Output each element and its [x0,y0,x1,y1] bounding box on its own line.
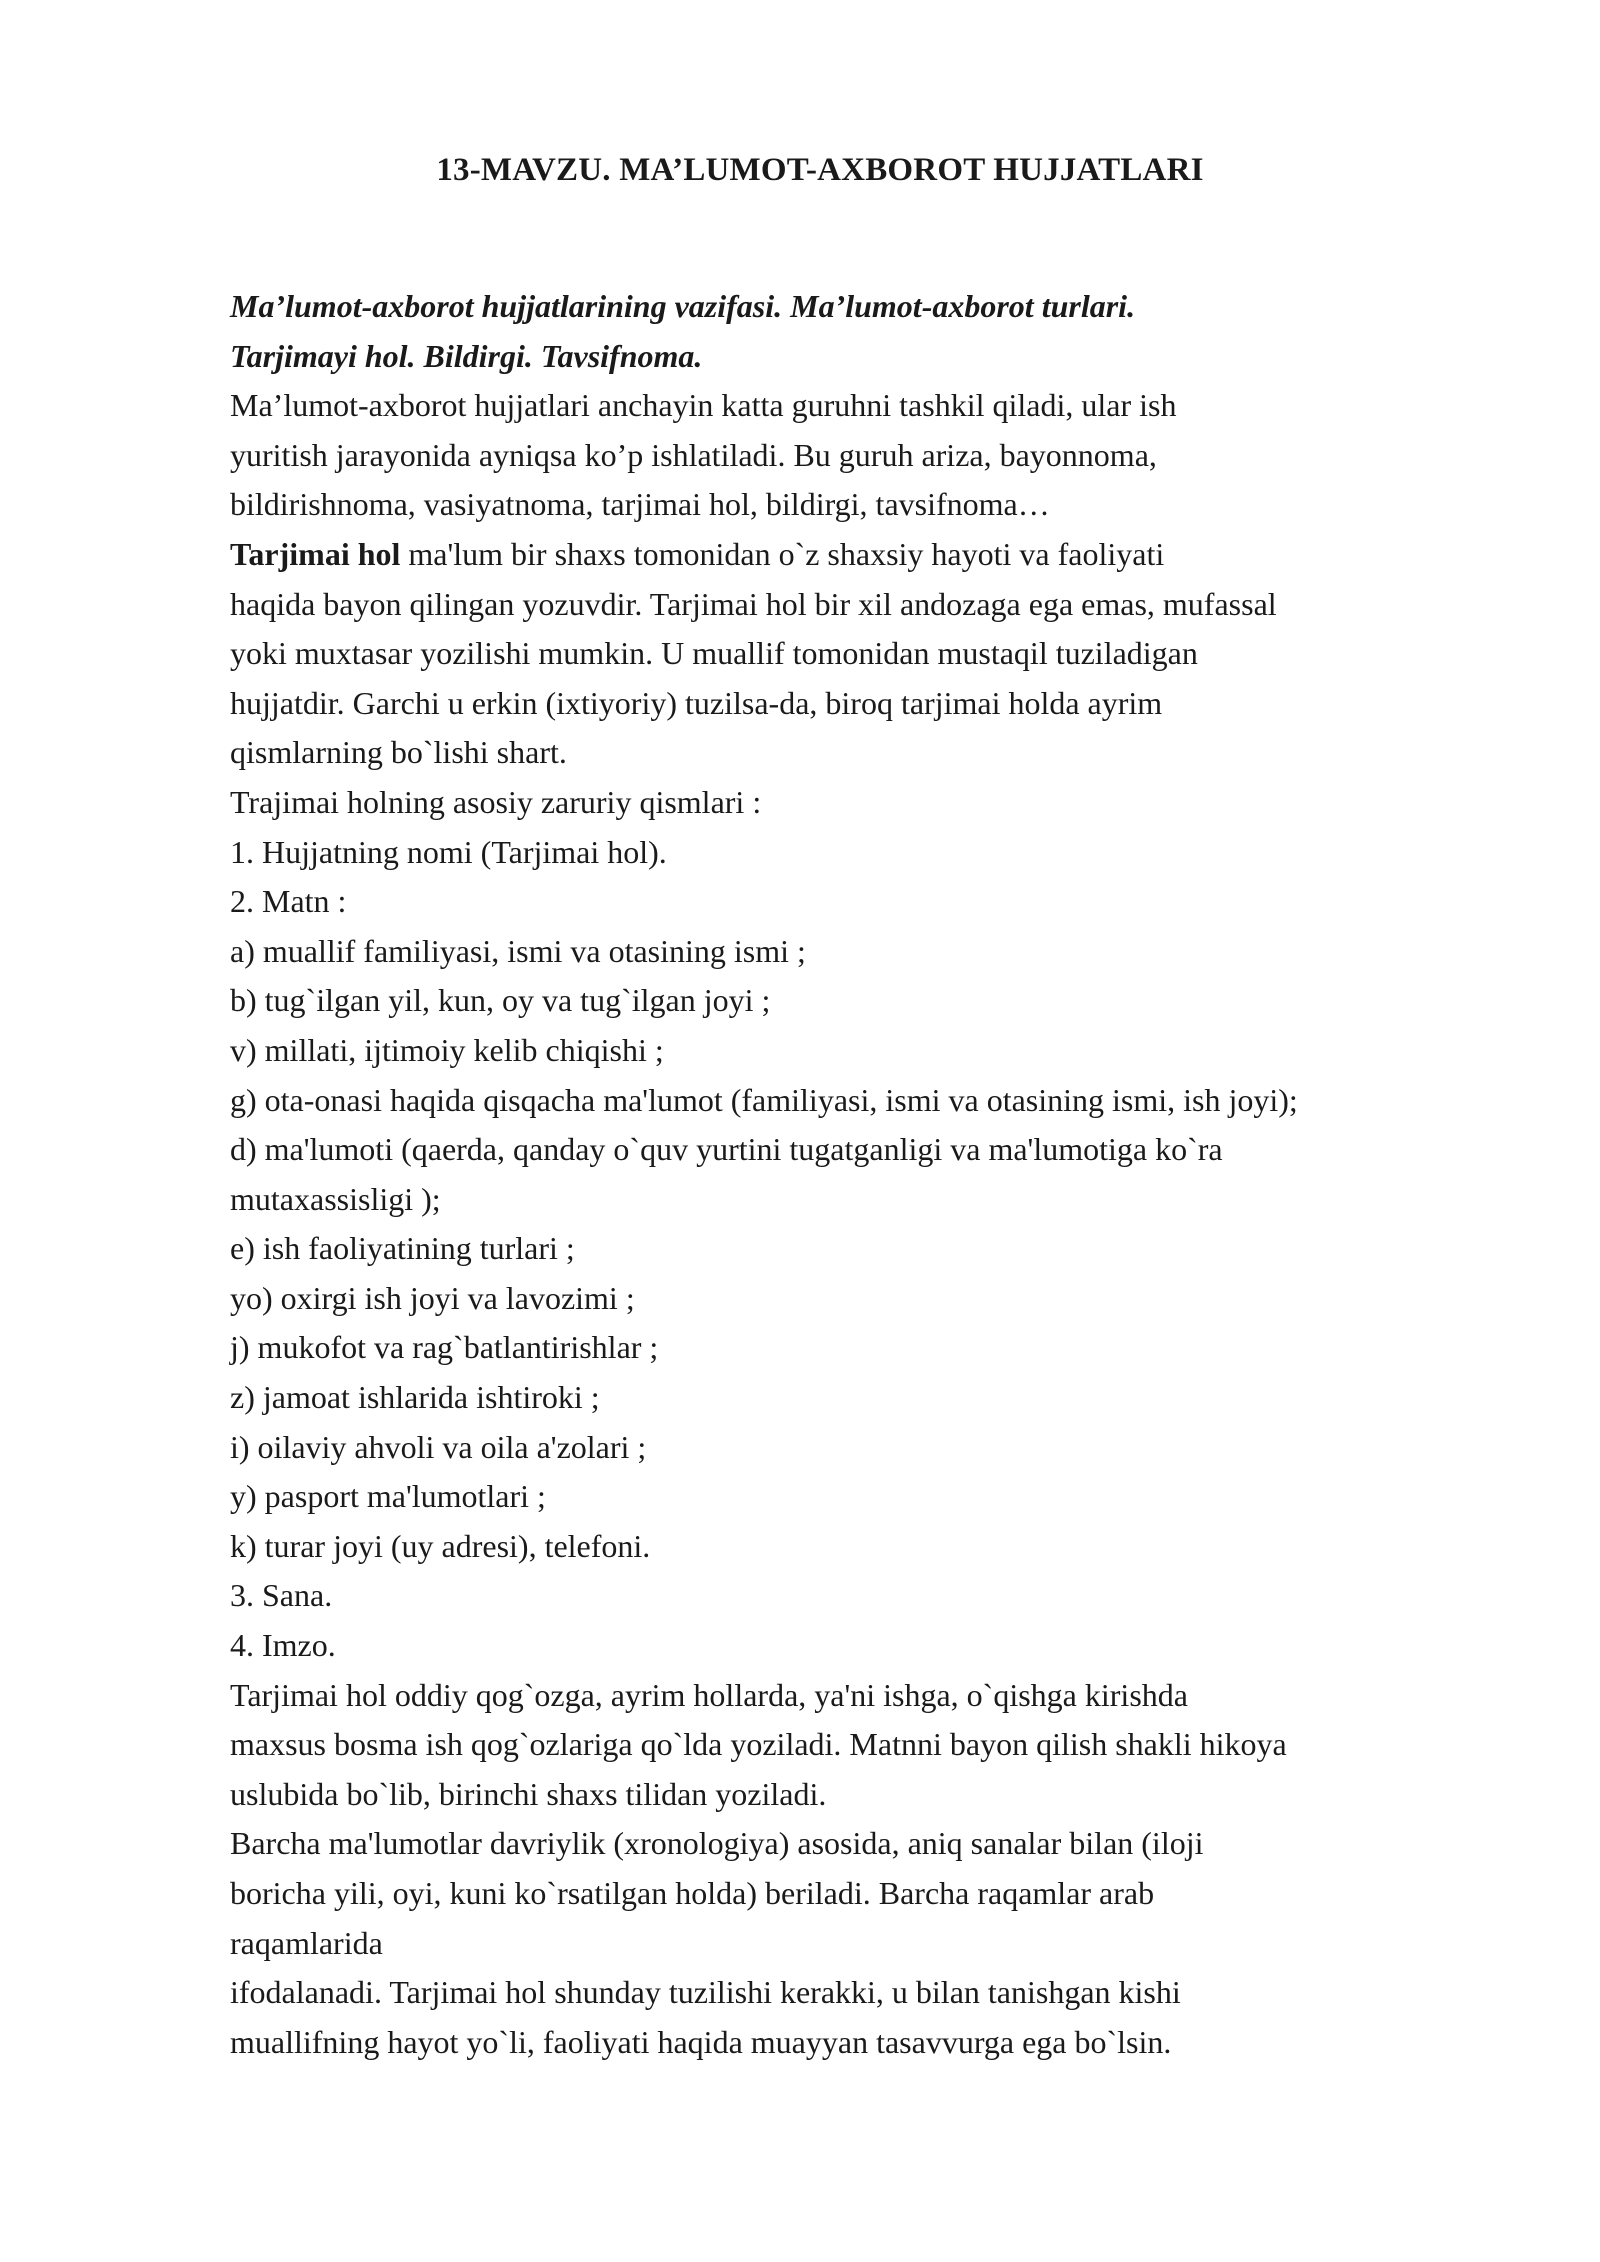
list-item: mutaxassisligi ); [230,1180,441,1217]
paragraph-line: boricha yili, oyi, kuni ko`rsatilgan holda) beriladi. Barcha raqamlar arab [230,1875,1155,1911]
list-item: 2. Matn : [230,883,347,920]
list-item: y) pasport ma'lumotlari ; [230,1478,546,1515]
list-item: yo) oxirgi ish joyi va lavozimi ; [230,1279,635,1316]
paragraph-line: qismlarning bo`lishi shart. [230,734,567,771]
list-item: d) ma'lumoti (qaerda, qanday o`quv yurtini tugatganligi va ma'lumotiga ko`ra [230,1131,1223,1168]
document-body [230,282,1530,2067]
page-title [0,150,1600,190]
subheading-line: Ma’lumot-axborot hujjatlarining vazifasi. Ma’lumot-axborot turlari. [230,288,1136,324]
paragraph-line: muallifning hayot yo`li, faoliyati haqida muayyan tasavvurga ega bo`lsin. [230,2023,1172,2060]
definition-text: ma'lum bir shaxs tomonidan o`z shaxsiy hayoti va faoliyati [400,535,1165,572]
list-item: z) jamoat ishlarida ishtiroki ; [230,1379,600,1416]
subheading-line: Tarjimayi hol. Bildirgi. Tavsifnoma. [230,337,703,374]
list-item: 4. Imzo. [230,1627,336,1664]
paragraph-line: raqamlarida [230,1924,383,1961]
paragraph-line: yuritish jarayonida ayniqsa ko’p ishlatiladi. Bu guruh ariza, bayonnoma, [230,436,1157,473]
paragraph-line: Ma’lumot-axborot hujjatlari anchayin katta guruhni tashkil qiladi, ular ish [230,387,1177,424]
paragraph-line: uslubida bo`lib, birinchi shaxs tilidan yoziladi. [230,1775,827,1812]
paragraph-line: Barcha ma'lumotlar davriylik (xronologiya) asosida, aniq sanalar bilan (iloji [230,1825,1204,1862]
list-item: 1. Hujjatning nomi (Tarjimai hol). [230,833,667,870]
list-item: a) muallif familiyasi, ismi va otasining ismi ; [230,932,806,969]
list-item: k) turar joyi (uy adresi), telefoni. [230,1527,651,1564]
list-item: g) ota-onasi haqida qisqacha ma'lumot (familiyasi, ismi va otasining ismi, ish joyi); [230,1081,1298,1118]
paragraph-line: haqida bayon qilingan yozuvdir. Tarjimai hol bir xil andozaga ega emas, mufassal [230,585,1277,622]
paragraph-line: yoki muxtasar yozilishi mumkin. U muallif tomonidan mustaqil tuziladigan [230,635,1198,672]
paragraph-line: maxsus bosma ish qog`ozlariga qo`lda yoziladi. Matnni bayon qilish shakli hikoya [230,1726,1287,1763]
list-item: e) ish faoliyatining turlari ; [230,1230,575,1267]
definition-line [230,530,1530,580]
list-heading: Trajimai holning asosiy zaruriy qismlari : [230,783,762,820]
list-item: b) tug`ilgan yil, kun, oy va tug`ilgan joyi ; [230,982,771,1019]
paragraph-line: ifodalanadi. Tarjimai hol shunday tuzilishi kerakki, u bilan tanishgan kishi [230,1974,1181,2011]
paragraph-line: hujjatdir. Garchi u erkin (ixtiyoriy) tuzilsa-da, biroq tarjimai holda ayrim [230,684,1163,721]
definition-term: Tarjimai hol [230,535,401,572]
list-item: v) millati, ijtimoiy kelib chiqishi ; [230,1031,664,1068]
paragraph-line: Tarjimai hol oddiy qog`ozga, ayrim hollarda, ya'ni ishga, o`qishga kirishda [230,1676,1188,1713]
paragraph-line: bildirishnoma, vasiyatnoma, tarjimai hol, bildirgi, tavsifnoma… [230,486,1050,523]
list-item: 3. Sana. [230,1577,333,1614]
list-item: i) oilaviy ahvoli va oila a'zolari ; [230,1428,647,1465]
list-item: j) mukofot va rag`batlantirishlar ; [230,1329,659,1366]
page-title-text: 13-MAVZU. MA’LUMOT-AXBOROT HUJJATLARI [436,152,1204,188]
